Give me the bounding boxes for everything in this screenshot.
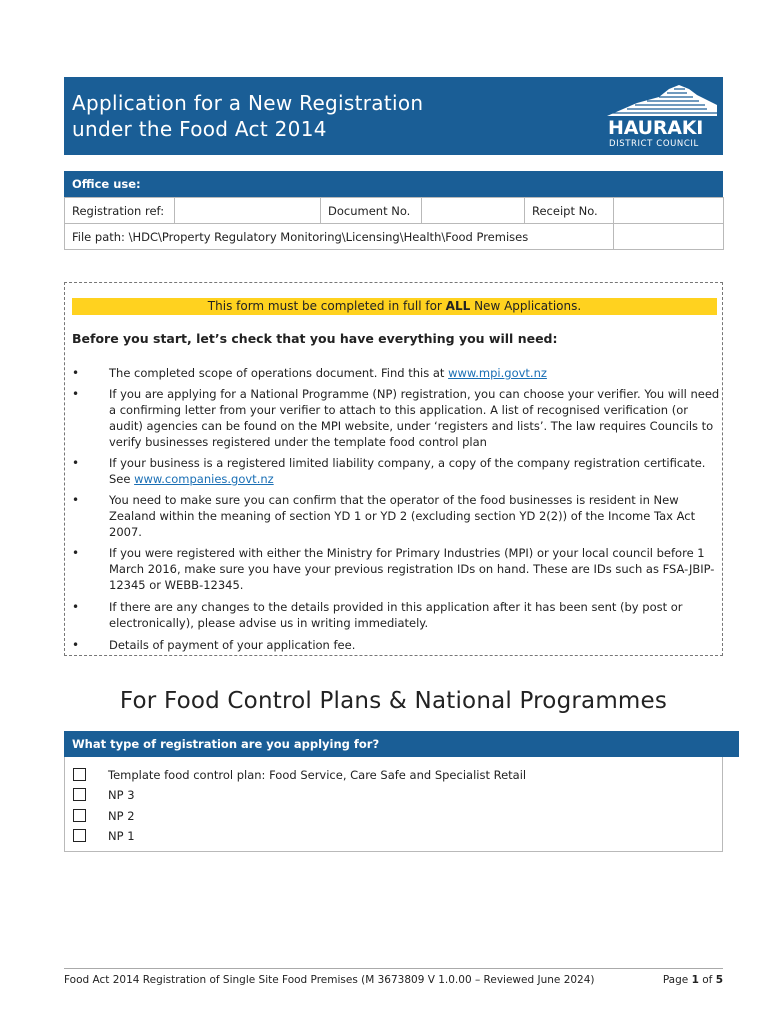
bullet-icon: • bbox=[72, 546, 80, 560]
registration-type-question: What type of registration are you applying for? bbox=[64, 731, 739, 757]
page-total: 5 bbox=[715, 974, 723, 986]
option-label: NP 1 bbox=[108, 829, 135, 843]
notice-prefix: This form must be completed in full for bbox=[207, 299, 446, 313]
logo-subtext: DISTRICT COUNCIL bbox=[609, 139, 699, 149]
footer-text: Food Act 2014 Registration of Single Site Food Premises (M 3673809 V 1.0.00 – Reviewed June 2024) bbox=[64, 974, 595, 986]
option-np2[interactable] bbox=[73, 809, 713, 827]
footer-divider bbox=[64, 968, 723, 969]
checkbox[interactable] bbox=[73, 829, 86, 842]
bullet-icon: • bbox=[72, 456, 80, 470]
option-np1[interactable] bbox=[73, 829, 713, 847]
bullet-icon: • bbox=[72, 493, 80, 507]
option-template-fcp[interactable] bbox=[73, 768, 713, 786]
list-item-text: If you were registered with either the Ministry for Primary Industries (MPI) or your local council before 1 March 2016, make sure you have your previous registration IDs on hand. These are IDs such as FSA-JBIP-12345 or WEBB-12345. bbox=[109, 546, 715, 592]
logo-text: HAURAKI bbox=[608, 117, 704, 139]
option-label: NP 2 bbox=[108, 809, 135, 823]
bullet-icon: • bbox=[72, 638, 80, 652]
page-title-line1: Application for a New Registration bbox=[72, 91, 424, 115]
list-item-text: Details of payment of your application fee. bbox=[109, 638, 356, 652]
document-no-label: Document No. bbox=[321, 198, 422, 224]
page-number bbox=[663, 974, 723, 986]
companies-link[interactable]: www.companies.govt.nz bbox=[134, 472, 274, 486]
council-logo bbox=[607, 83, 717, 151]
page-title-line2: under the Food Act 2014 bbox=[72, 117, 327, 141]
list-item-text: The completed scope of operations document. Find this at bbox=[109, 366, 449, 380]
list-item-text: You need to make sure you can confirm that the operator of the food businesses is resident in New Zealand within the meaning of section YD 1 or YD 2 (excluding section YD 2(2)) of the Income Tax Act 2007. bbox=[109, 493, 696, 539]
page-of: of bbox=[698, 974, 716, 986]
file-path-text: File path: \HDC\Property Regulatory Monitoring\Licensing\Health\Food Premises bbox=[65, 224, 614, 250]
notice-bold: ALL bbox=[445, 299, 471, 313]
registration-ref-label: Registration ref: bbox=[65, 198, 175, 224]
section-heading: For Food Control Plans & National Programmes bbox=[119, 688, 668, 714]
receipt-no-field[interactable] bbox=[614, 198, 724, 224]
receipt-no-label: Receipt No. bbox=[525, 198, 614, 224]
document-no-field[interactable] bbox=[422, 198, 525, 224]
notice-banner bbox=[72, 298, 717, 315]
list-item-text: If your business is a registered limited liability company, a copy of the company registration certificate. See bbox=[109, 456, 706, 486]
bullet-icon: • bbox=[72, 366, 80, 380]
mountain-logo-icon bbox=[607, 83, 717, 117]
page-current: 1 bbox=[691, 974, 699, 986]
checklist-heading: Before you start, let’s check that you have everything you will need: bbox=[72, 331, 558, 346]
registration-ref-field[interactable] bbox=[175, 198, 321, 224]
checkbox[interactable] bbox=[73, 788, 86, 801]
option-label: NP 3 bbox=[108, 788, 135, 802]
header-banner bbox=[64, 77, 723, 155]
option-np3[interactable] bbox=[73, 788, 713, 806]
office-use-heading: Office use: bbox=[64, 171, 723, 197]
mpi-link[interactable]: www.mpi.govt.nz bbox=[448, 366, 547, 380]
registration-type-box bbox=[64, 731, 723, 852]
list-item-text: If there are any changes to the details provided in this application after it has been sent (by post or electronically), please advise us in writing immediately. bbox=[109, 600, 683, 630]
checkbox[interactable] bbox=[73, 768, 86, 781]
checkbox[interactable] bbox=[73, 809, 86, 822]
option-label: Template food control plan: Food Service, Care Safe and Specialist Retail bbox=[108, 768, 527, 782]
checklist-box bbox=[64, 282, 723, 656]
notice-suffix: New Applications. bbox=[470, 299, 582, 313]
page-prefix: Page bbox=[662, 974, 692, 986]
office-use-table bbox=[64, 197, 724, 250]
file-path-field[interactable] bbox=[614, 224, 724, 250]
bullet-icon: • bbox=[72, 387, 80, 401]
bullet-icon: • bbox=[72, 600, 80, 614]
office-use-section bbox=[64, 171, 723, 250]
list-item-text: If you are applying for a National Programme (NP) registration, you can choose your verifier. You will need a confirming letter from your verifier to attach to this application. A list of recognised verification (or audit) agencies can be found on the MPI website, under ‘registers and lists’. The law requires Councils to verify businesses registered under the template food control plan bbox=[109, 387, 720, 449]
